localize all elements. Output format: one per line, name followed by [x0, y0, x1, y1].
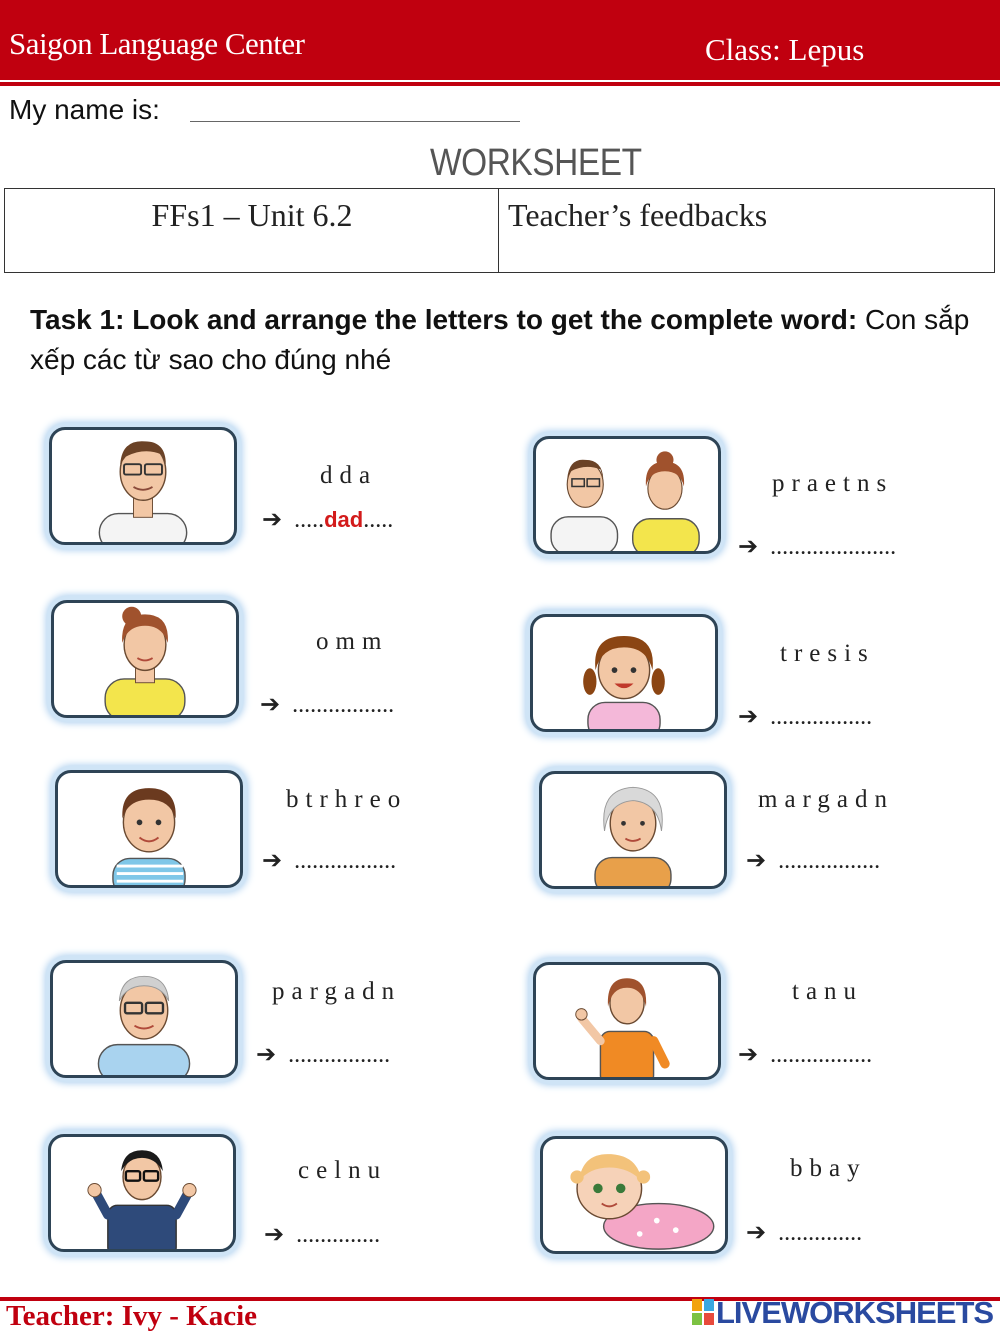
- name-input-line[interactable]: [190, 121, 520, 122]
- scrambled-word: omm: [316, 628, 389, 655]
- brother-picture: [55, 770, 243, 888]
- answer-line[interactable]: [262, 846, 396, 875]
- answer-blank: .................: [770, 704, 873, 730]
- scrambled-word: pargadn: [272, 978, 402, 1005]
- baby-picture: [540, 1136, 728, 1254]
- answer-line[interactable]: [746, 846, 880, 875]
- worksheet-title: WORKSHEET: [430, 142, 642, 184]
- sister-picture: [530, 614, 718, 732]
- answer-blank: .................: [288, 1042, 391, 1068]
- task-1-title: Task 1: Look and arrange the letters to get the complete word:: [30, 304, 858, 335]
- scrambled-word: dda: [320, 462, 378, 489]
- school-name: Saigon Language Center: [9, 26, 305, 61]
- uncle-picture: [48, 1134, 236, 1252]
- teacher-name: Teacher: Ivy - Kacie: [6, 1300, 258, 1332]
- grandma-picture: [539, 771, 727, 889]
- example-answer: dad: [324, 507, 364, 532]
- answer-blank: ..............: [296, 1222, 381, 1248]
- answer-blank: .................: [294, 848, 397, 874]
- answer-line[interactable]: [260, 690, 394, 719]
- scrambled-word: celnu: [298, 1157, 388, 1184]
- arrow-right-icon: ➔: [738, 704, 759, 730]
- answer-blank: .................: [770, 1042, 873, 1068]
- answer-line[interactable]: [738, 702, 872, 731]
- answer-line[interactable]: [264, 1220, 380, 1249]
- task-1-vietnamese: Con sắp xếp các từ sao cho đúng nhé: [30, 304, 970, 375]
- scrambled-word: praetns: [772, 470, 894, 497]
- arrow-right-icon: ➔: [262, 507, 283, 533]
- answer-line[interactable]: [738, 1040, 872, 1069]
- answer-dots: .....: [363, 507, 394, 533]
- arrow-right-icon: ➔: [746, 1220, 767, 1246]
- dad-picture: [49, 427, 237, 545]
- info-table: [4, 188, 995, 273]
- liveworksheets-logo: [692, 1295, 992, 1329]
- answer-dots: .....: [294, 507, 325, 533]
- arrow-right-icon: ➔: [256, 1042, 277, 1068]
- scrambled-word: bbay: [790, 1155, 867, 1182]
- class-label: Class: Lepus: [705, 32, 865, 67]
- scrambled-word: tresis: [780, 640, 875, 667]
- scrambled-word: tanu: [792, 978, 864, 1005]
- arrow-right-icon: ➔: [738, 1042, 759, 1068]
- scrambled-word: btrhreo: [286, 786, 408, 813]
- arrow-right-icon: ➔: [746, 848, 767, 874]
- liveworksheets-wordmark: LIVEWORKSHEETS: [716, 1295, 994, 1330]
- parents-picture: [533, 436, 721, 554]
- arrow-right-icon: ➔: [738, 534, 759, 560]
- answer-blank: .................: [778, 848, 881, 874]
- liveworksheets-icon: [692, 1299, 714, 1325]
- unit-label: FFs1 – Unit 6.2: [151, 197, 353, 233]
- answer-blank: .....................: [770, 534, 897, 560]
- scrambled-word: margadn: [758, 786, 895, 813]
- aunt-picture: [533, 962, 721, 1080]
- arrow-right-icon: ➔: [264, 1222, 285, 1248]
- arrow-right-icon: ➔: [262, 848, 283, 874]
- answer-line[interactable]: [746, 1218, 862, 1247]
- answer-line[interactable]: [256, 1040, 390, 1069]
- answer-line[interactable]: [262, 505, 393, 534]
- name-label: My name is:: [9, 94, 160, 125]
- answer-blank: .................: [292, 692, 395, 718]
- answer-line[interactable]: [738, 532, 896, 561]
- header-divider: [0, 82, 1000, 86]
- answer-blank: ..............: [778, 1220, 863, 1246]
- task-1-instruction: [30, 300, 970, 380]
- grandpa-picture: [50, 960, 238, 1078]
- feedback-label: Teacher’s feedbacks: [508, 197, 768, 233]
- arrow-right-icon: ➔: [260, 692, 281, 718]
- mom-picture: [51, 600, 239, 718]
